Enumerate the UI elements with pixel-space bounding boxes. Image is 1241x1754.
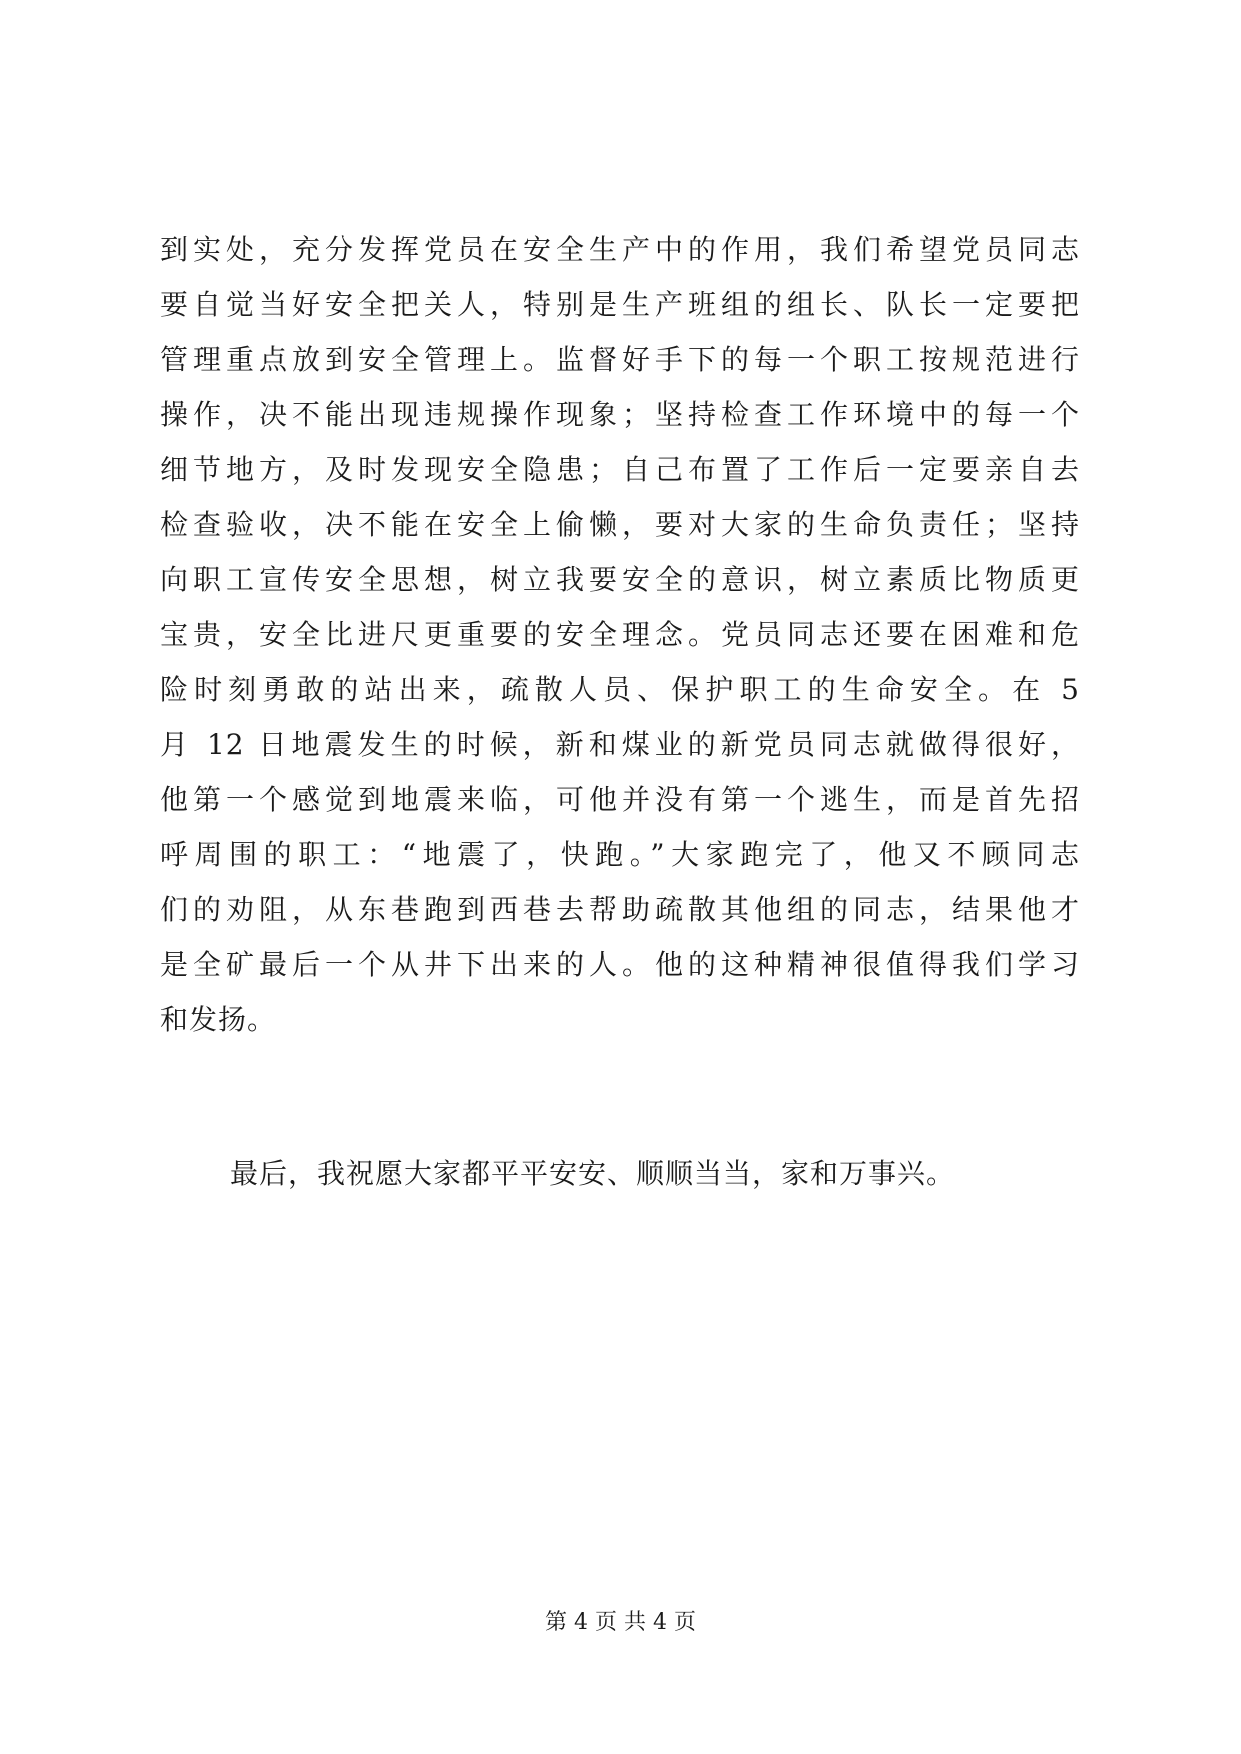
text-line: 险时刻勇敢的站出来，疏散人员、保护职工的生命安全。在 5 xyxy=(160,673,1080,706)
paragraph-closing xyxy=(160,1146,1080,1201)
text-line: 检查验收，决不能在安全上偷懒，要对大家的生命负责任；坚持 xyxy=(160,508,1080,541)
text-line: 呼周围的职工：“地震了，快跑。”大家跑完了，他又不顾同志 xyxy=(160,838,1080,871)
page-number-footer: 第 4 页 共 4 页 xyxy=(545,1610,696,1635)
text-line: 到实处，充分发挥党员在安全生产中的作用，我们希望党员同志 xyxy=(160,233,1080,266)
text-line: 是全矿最后一个从井下出来的人。他的这种精神很值得我们学习 xyxy=(160,948,1080,981)
closing-line: 最后，我祝愿大家都平平安安、顺顺当当，家和万事兴。 xyxy=(230,1157,956,1190)
text-line: 和发扬。 xyxy=(160,1003,277,1036)
text-line: 管理重点放到安全管理上。监督好手下的每一个职工按规范进行 xyxy=(160,343,1080,376)
text-line: 月 12 日地震发生的时候，新和煤业的新党员同志就做得很好， xyxy=(160,728,1080,761)
text-line: 们的劝阻，从东巷跑到西巷去帮助疏散其他组的同志，结果他才 xyxy=(160,893,1080,926)
text-line: 宝贵，安全比进尺更重要的安全理念。党员同志还要在困难和危 xyxy=(160,618,1080,651)
paragraph-main xyxy=(160,222,1080,1047)
text-line: 他第一个感觉到地震来临，可他并没有第一个逃生，而是首先招 xyxy=(160,783,1080,816)
text-line: 向职工宣传安全思想，树立我要安全的意识，树立素质比物质更 xyxy=(160,563,1080,596)
text-line: 操作，决不能出现违规操作现象；坚持检查工作环境中的每一个 xyxy=(160,398,1080,431)
text-line: 细节地方，及时发现安全隐患；自己布置了工作后一定要亲自去 xyxy=(160,453,1080,486)
text-line: 要自觉当好安全把关人，特别是生产班组的组长、队长一定要把 xyxy=(160,288,1080,321)
